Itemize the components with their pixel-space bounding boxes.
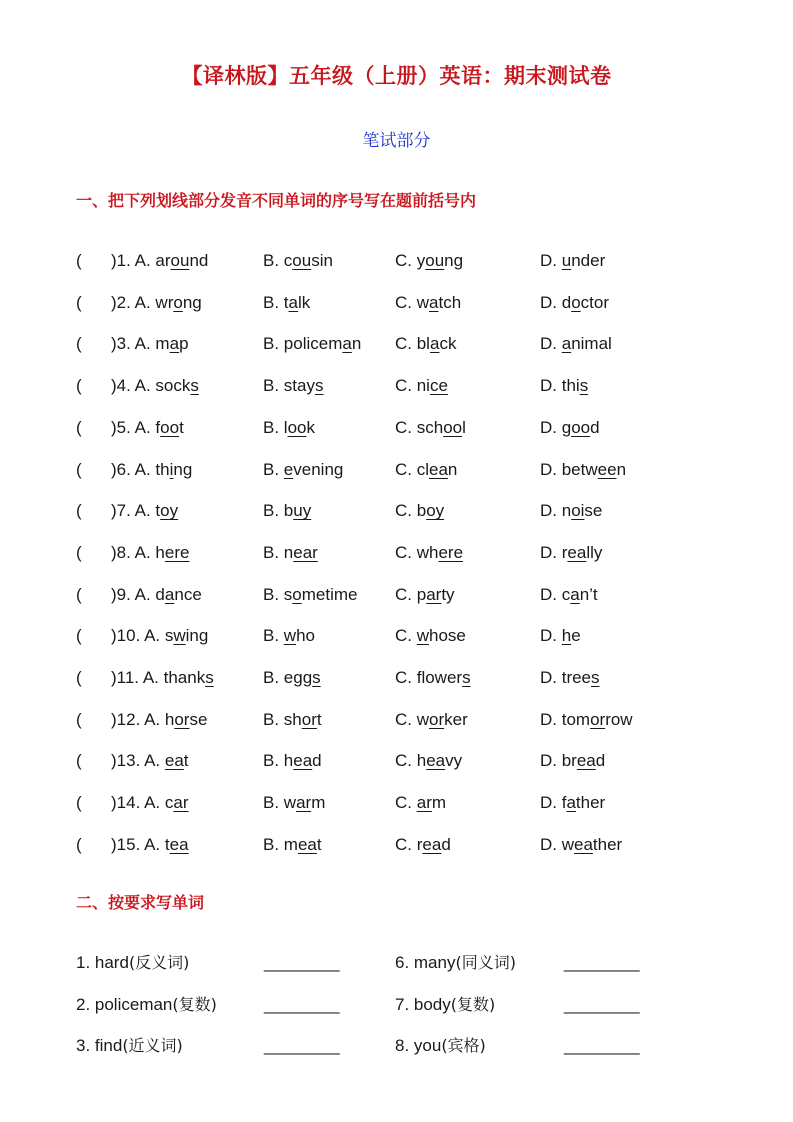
option-c-word: C. heavy [395, 751, 463, 771]
option-b-word: B. buy [263, 501, 312, 521]
question-number: )15. A. [111, 834, 161, 854]
underlined-letters: ere [438, 542, 464, 562]
option-c-word: C. school [395, 417, 466, 437]
option-d-word: D. weather [540, 834, 623, 854]
underlined-letters: s [205, 668, 214, 687]
question-number: )2. A. [111, 292, 151, 312]
answer-blank[interactable]: ________ [564, 953, 640, 972]
underlined-letters: w [283, 626, 297, 646]
answer-blank[interactable]: ________ [264, 1036, 340, 1055]
option-d-word: D. under [540, 251, 606, 270]
question-number: )12. A. [111, 709, 161, 729]
option-d-word: D. tomorrow [540, 709, 633, 729]
underlined-letters: a [288, 292, 298, 312]
underlined-letters: oo [443, 417, 463, 437]
answer-bracket[interactable]: ( [76, 793, 82, 813]
underlined-letters: or [590, 709, 606, 729]
question-number-option-a [111, 416, 184, 440]
underlined-letters: ea [297, 834, 317, 854]
option-a-word: tea [164, 834, 189, 854]
option-d-word: D. good [540, 417, 600, 437]
underlined-letters: ea [169, 834, 189, 854]
option-d-word: D. he [540, 626, 581, 646]
question-number-option-a [111, 458, 192, 482]
question-number: )1. A. [111, 251, 151, 270]
underlined-letters: ere [164, 542, 190, 562]
option-d-word: D. this [540, 376, 589, 396]
underlined-letters: ee [597, 459, 617, 479]
section-1-heading: 一、把下列划线部分发音不同单词的序号写在题前括号内 [76, 191, 477, 210]
option-c-word: C. black [395, 334, 457, 354]
option-d-word: D. doctor [540, 292, 609, 312]
word-task-prompt: 8. you(宾格) [395, 1036, 486, 1055]
option-a-word: eat [164, 751, 189, 771]
question-number-option-a [111, 708, 207, 732]
word-task-prompt: 2. policeman(复数) [76, 994, 217, 1014]
option-c-word: C. nice [395, 376, 448, 396]
option-c-word: C. party [395, 584, 455, 604]
option-c-word: C. clean [395, 459, 458, 479]
question-number-option-a [111, 499, 178, 523]
answer-blank[interactable]: ________ [564, 994, 640, 1014]
underlined-letters: s [462, 668, 471, 687]
option-b-word: B. near [263, 542, 318, 562]
answer-blank[interactable]: ________ [564, 1036, 640, 1055]
underlined-letters: ou [425, 251, 445, 270]
question-number-option-a [111, 374, 199, 398]
option-a-word: socks [155, 376, 199, 396]
question-number-option-a [111, 833, 189, 857]
answer-bracket[interactable]: ( [76, 251, 82, 270]
question-number-option-a [111, 749, 189, 773]
underlined-letters: uy [293, 501, 312, 521]
answer-bracket[interactable]: ( [76, 751, 82, 771]
option-b-word: B. meat [263, 834, 322, 854]
option-c-word: C. watch [395, 292, 462, 312]
underlined-letters: a [429, 334, 440, 354]
option-c-word: C. arm [395, 793, 447, 813]
answer-bracket[interactable]: ( [76, 668, 82, 687]
option-d-word: D. between [540, 459, 627, 479]
question-number-option-a [111, 291, 202, 315]
option-c-word: C. boy [395, 501, 445, 521]
underlined-letters: ea [426, 751, 446, 771]
question-number: )10. A. [111, 626, 161, 646]
underlined-letters: ea [422, 834, 442, 854]
underlined-letters: a [561, 334, 572, 354]
underlined-letters: o [571, 292, 581, 312]
option-a-word: toy [155, 501, 179, 521]
question-number-option-a [111, 332, 189, 356]
underlined-letters: ar [296, 793, 312, 813]
question-number: )9. A. [111, 584, 151, 604]
option-a-word: swing [164, 626, 209, 646]
option-a-word: car [164, 793, 189, 813]
underlined-letters: s [314, 376, 324, 396]
option-d-word: D. bread [540, 751, 606, 771]
option-b-word: B. look [263, 417, 315, 437]
underlined-letters: ar [426, 584, 442, 604]
option-a-word: foot [155, 417, 184, 437]
option-c-word: C. worker [395, 709, 468, 729]
word-task-prompt: 6. many(同义词) [395, 953, 516, 972]
word-task-prompt: 3. find(近义词) [76, 1036, 183, 1055]
option-b-word: B. short [263, 709, 322, 729]
underlined-letters: a [429, 292, 439, 312]
underlined-letters: or [301, 709, 317, 729]
word-task-prompt: 7. body(复数) [395, 994, 496, 1014]
underlined-letters: w [173, 626, 186, 646]
question-number: )8. A. [111, 542, 151, 562]
underlined-letters: i [169, 459, 174, 479]
underlined-letters: ce [429, 376, 448, 396]
answer-bracket[interactable]: ( [76, 334, 82, 354]
underlined-letters: e [283, 459, 294, 479]
question-number-option-a [111, 249, 208, 273]
question-number: )6. A. [111, 459, 151, 479]
option-c-word: C. whose [395, 626, 466, 646]
underlined-letters: oi [571, 501, 585, 521]
option-a-word: here [155, 542, 190, 562]
answer-bracket[interactable]: ( [76, 709, 82, 729]
answer-bracket[interactable]: ( [76, 459, 82, 479]
underlined-letters: or [174, 709, 190, 729]
option-b-word: B. warm [263, 793, 326, 813]
option-a-word: map [155, 334, 189, 354]
option-c-word: C. flowers [395, 668, 471, 687]
underlined-letters: ea [164, 751, 184, 771]
question-number: )4. A. [111, 376, 151, 396]
option-a-word: horse [164, 709, 208, 729]
option-a-word: thanks [163, 668, 214, 687]
page-title: 【译林版】五年级（上册）英语：期末测试卷 [181, 64, 612, 88]
underlined-letters: oy [426, 501, 445, 521]
underlined-letters: ou [170, 251, 190, 270]
underlined-letters: a [342, 334, 352, 354]
underlined-letters: ea [576, 751, 596, 771]
option-c-word: C. young [395, 251, 464, 270]
underlined-letters: s [591, 668, 600, 687]
answer-bracket[interactable]: ( [76, 376, 82, 396]
underlined-letters: ea [429, 459, 448, 479]
answer-bracket[interactable]: ( [76, 501, 82, 521]
underlined-letters: oy [160, 501, 179, 521]
underlined-letters: ou [292, 251, 312, 270]
underlined-letters: oo [571, 417, 591, 437]
option-c-word: C. read [395, 834, 451, 854]
underlined-letters: ear [293, 542, 318, 562]
answer-blank[interactable]: ________ [264, 953, 340, 972]
underlined-letters: a [566, 793, 576, 813]
option-b-word: B. cousin [263, 251, 333, 270]
underlined-letters: oo [160, 417, 180, 437]
underlined-letters: ar [173, 793, 189, 813]
question-number: )13. A. [111, 751, 161, 771]
question-number-option-a [111, 666, 214, 690]
option-c-word: C. where [395, 542, 464, 562]
option-a-word: thing [155, 459, 193, 479]
answer-bracket[interactable]: ( [76, 834, 82, 854]
underlined-letters: h [561, 626, 572, 646]
option-b-word: B. head [263, 751, 322, 771]
question-number: )3. A. [111, 334, 151, 354]
answer-bracket[interactable]: ( [76, 626, 82, 646]
underlined-letters: a [164, 584, 175, 604]
option-d-word: D. animal [540, 334, 612, 354]
question-number: )11. A. [111, 668, 159, 687]
option-d-word: D. noise [540, 501, 603, 521]
underlined-letters: ea [567, 542, 587, 562]
answer-bracket[interactable]: ( [76, 542, 82, 562]
underlined-letters: s [190, 376, 199, 396]
question-number: )14. A. [111, 793, 161, 813]
section-2-heading: 二、按要求写单词 [76, 893, 205, 912]
page-subtitle: 笔试部分 [362, 131, 431, 151]
underlined-letters: w [416, 626, 430, 646]
underlined-letters: o [292, 584, 302, 604]
option-d-word: D. father [540, 793, 606, 813]
option-b-word: B. stays [263, 376, 324, 396]
answer-bracket[interactable]: ( [76, 584, 82, 604]
question-number-option-a [111, 541, 189, 565]
option-b-word: B. talk [263, 292, 311, 312]
option-d-word: D. really [540, 542, 603, 562]
underlined-letters: o [173, 292, 183, 312]
question-number-option-a [111, 791, 189, 815]
underlined-letters: or [429, 709, 445, 729]
question-number: )5. A. [111, 417, 151, 437]
underlined-letters: u [561, 251, 572, 270]
option-b-word: B. sometime [263, 584, 358, 604]
underlined-letters: a [169, 334, 180, 354]
answer-bracket[interactable]: ( [76, 417, 82, 437]
question-number-option-a [111, 624, 208, 648]
option-d-word: D. can’t [540, 584, 598, 604]
question-number: )7. A. [111, 501, 151, 521]
option-a-word: wrong [155, 292, 202, 312]
option-a-word: around [155, 251, 209, 270]
option-b-word: B. who [263, 626, 315, 646]
underlined-letters: ea [574, 834, 593, 854]
underlined-letters: s [312, 668, 321, 687]
option-b-word: B. eggs [263, 668, 321, 687]
option-b-word: B. evening [263, 459, 344, 479]
option-a-word: dance [155, 584, 202, 604]
option-d-word: D. trees [540, 668, 600, 687]
underlined-letters: oo [287, 417, 307, 437]
underlined-letters: s [579, 376, 589, 396]
question-number-option-a [111, 583, 202, 607]
underlined-letters: ar [416, 793, 432, 813]
underlined-letters: a [570, 584, 580, 604]
underlined-letters: ea [293, 751, 313, 771]
answer-bracket[interactable]: ( [76, 292, 82, 312]
word-task-prompt: 1. hard(反义词) [76, 953, 190, 972]
answer-blank[interactable]: ________ [264, 994, 340, 1014]
option-b-word: B. policeman [263, 334, 362, 354]
